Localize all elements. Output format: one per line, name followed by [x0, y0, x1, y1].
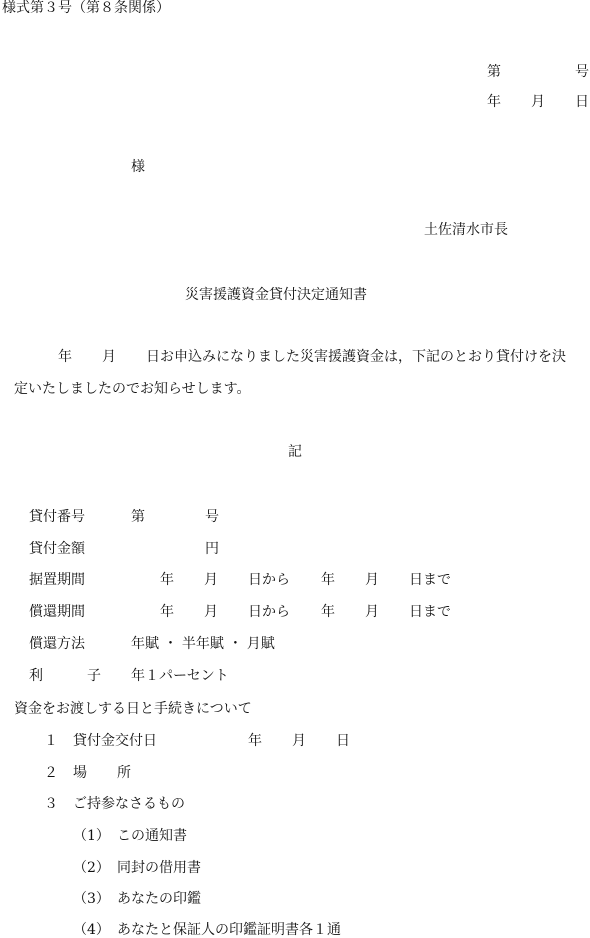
procedure-num-1: １	[44, 733, 58, 749]
date-year: 年	[487, 94, 501, 110]
issuer-name: 土佐清水市長	[424, 222, 508, 238]
delivery-date-label: 貸付金交付日	[73, 733, 157, 749]
sub-item-text-4: あなたと保証人の印鑑証明書各１通	[117, 922, 341, 938]
items-to-bring-label: ご持参なさるもの	[73, 796, 185, 812]
procedure-num-2: ２	[44, 765, 58, 781]
sub-item-num-3: （3）	[73, 891, 110, 907]
grace-period-year1: 年	[160, 572, 174, 588]
interest-value: 年１パーセント	[131, 668, 229, 684]
loan-amount-label: 貸付金額	[29, 541, 85, 557]
sub-item-text-1: この通知書	[117, 828, 187, 844]
repay-period-until: 日まで	[409, 604, 451, 620]
addressee-honorific: 様	[131, 159, 145, 175]
sub-item-num-4: （4）	[73, 922, 110, 938]
sub-item-text-2: 同封の借用書	[117, 860, 201, 876]
repay-period-year1: 年	[160, 604, 174, 620]
document-number-dai: 第	[487, 64, 501, 80]
body-year: 年	[58, 349, 72, 365]
repay-period-from: 日から	[248, 604, 290, 620]
sub-item-num-2: （2）	[73, 860, 110, 876]
delivery-year: 年	[248, 733, 262, 749]
repay-method-label: 償還方法	[29, 636, 85, 652]
place-label-b: 所	[117, 765, 131, 781]
ki-heading: 記	[288, 444, 302, 460]
date-day: 日	[575, 94, 589, 110]
repay-period-label: 償還期間	[29, 604, 85, 620]
sub-item-text-3: あなたの印鑑	[117, 891, 201, 907]
loan-number-label: 貸付番号	[29, 509, 85, 525]
sub-item-num-1: （1）	[73, 828, 110, 844]
body-text-line1: 日お申込みになりました災害援護資金は，下記のとおり貸付けを決	[146, 349, 566, 365]
delivery-day: 日	[336, 733, 350, 749]
body-text-line2: 定いたしましたのでお知らせします。	[14, 381, 251, 397]
interest-label-a: 利	[29, 668, 43, 684]
procedure-heading: 資金をお渡しする日と手続きについて	[14, 701, 252, 717]
repay-method-value: 年賦 ・ 半年賦 ・ 月賦	[131, 636, 275, 652]
grace-period-label: 据置期間	[29, 572, 85, 588]
document-title: 災害援護資金貸付決定通知書	[185, 287, 367, 303]
interest-label-b: 子	[87, 668, 101, 684]
date-month: 月	[531, 94, 545, 110]
form-number-label: 様式第３号（第８条関係）	[2, 0, 170, 16]
loan-number-dai: 第	[131, 509, 145, 525]
body-month: 月	[102, 349, 116, 365]
repay-period-month2: 月	[365, 604, 379, 620]
procedure-num-3: ３	[44, 796, 58, 812]
grace-period-year2: 年	[321, 572, 335, 588]
grace-period-from: 日から	[248, 572, 290, 588]
document-number-go: 号	[575, 64, 589, 80]
grace-period-month2: 月	[365, 572, 379, 588]
delivery-month: 月	[292, 733, 306, 749]
loan-amount-yen: 円	[205, 541, 219, 557]
place-label-a: 場	[73, 765, 87, 781]
repay-period-year2: 年	[321, 604, 335, 620]
grace-period-until: 日まで	[409, 572, 451, 588]
grace-period-month1: 月	[204, 572, 218, 588]
loan-number-go: 号	[205, 509, 219, 525]
repay-period-month1: 月	[204, 604, 218, 620]
